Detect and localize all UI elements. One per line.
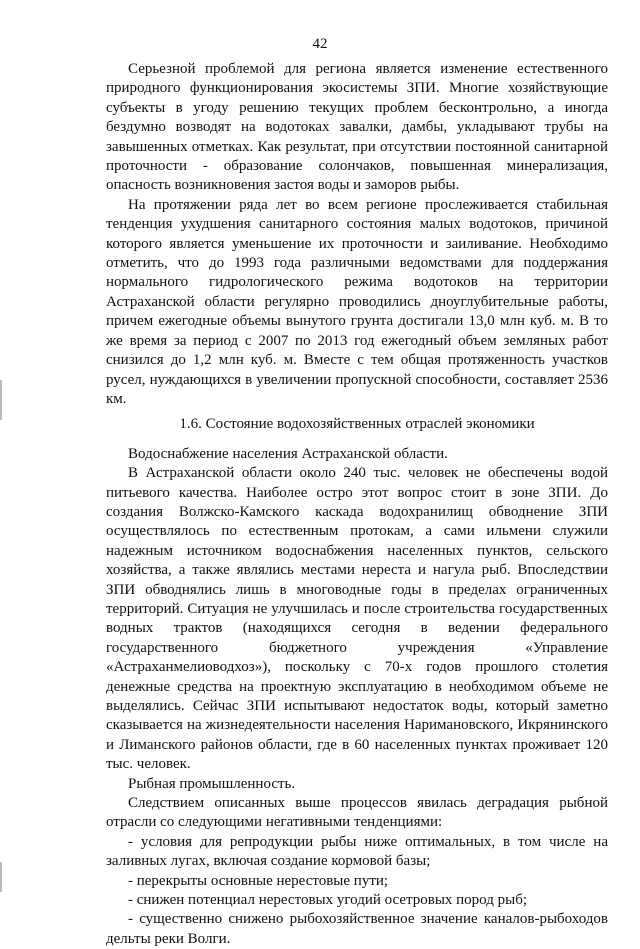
paragraph-watercourse-degradation: На протяжении ряда лет во всем регионе прослеживается стабильная тенденция ухудшения санитарного состояния малых водотоков, причиной которого является уменьшение их проточности и заиливание. Необходимо отметить, что до 1993 года различными ведомствами для поддержания нормального гидрологического режима водотоков на территории Астраханской области регулярно проводились дноуглубительные работы, причем ежегодные объемы вынутого грунта достигали 13,0 млн куб. м. В то же время за период с 2007 по 2013 год ежегодный объем земляных работ снизился до 1,2 млн куб. м. Вместе с тем общая протяженность участков русел, нуждающихся в увеличении пропускной способности, составляет 2536 км. (106, 196, 608, 407)
paragraph-fishing-degradation: Следствием описанных выше процессов явилась деградация рыбной отрасли со следующими негативными тенденциями: (106, 795, 608, 831)
list-item-spawning-paths: - перекрыты основные нерестовые пути; (128, 872, 389, 889)
list-item-reproduction: - условия для репродукции рыбы ниже оптимальных, в том числе на заливных лугах, включая создание кормовой базы; (106, 833, 608, 870)
list-item-fish-passes: - существенно снижено рыбохозяйственное значение каналов-рыбоходов дельты реки Волги. (106, 911, 608, 947)
paragraph-water-supply: В Астраханской области около 240 тыс. человек не обеспечены водой питьевого качества. Наиболее остро этот вопрос стоит в зоне ЗПИ. До создания Волжско-Камского каскада водохранилищ обводнение ЗПИ осуществлялось по естественным протокам, а сами ильмени служили надежным источником водоснабжения населенных пунктов, сельского хозяйства, а также являлись местами нереста и нагула рыб. Впоследствии ЗПИ обводнялись лишь в многоводные годы в пределах ограниченных территорий. Ситуация не улучшилась и после строительства государственных водных трактов (находящихся сегодня в ведении федерального государственного бюджетного учреждения «Управление «Астраханмелиоводхоз»), поскольку с 70-х годов прошлого столетия денежные средства на проектную эксплуатацию в необходимом объеме не выделялись. Сейчас ЗПИ испытывают недостаток воды, который заметно сказывается на жизнедеятельности населения Наримановского, Икрянинского и Лиманского районов области, где в 60 населенных пунктах проживает 120 тыс. человек. (106, 465, 608, 773)
page-number: 42 (312, 36, 328, 52)
section-heading: 1.6. Состояние водохозяйственных отраслей экономики (179, 416, 535, 433)
document-body (106, 60, 608, 949)
paragraph-ecosystem-problem: Серьезной проблемой для региона является изменение естественного природного функционирования экосистемы ЗПИ. Многие хозяйствующие субъекты в угоду решению текущих проблем бесконтрольно, а иногда бездумно возводят на водотоках завалки, дамбы, укладывают трубы на завышенных отметках. Как результат, при отсутствии постоянной санитарной проточности - образование солончаков, повышенная минерализация, опасность возникновения застоя воды и заморов рыбы. (106, 61, 608, 194)
scan-edge-mark (0, 862, 2, 892)
list-item-sturgeon-grounds: - снижен потенциал нерестовых угодий осетровых пород рыб; (128, 892, 528, 909)
scan-edge-mark (0, 380, 2, 420)
paragraph-water-supply-title: Водоснабжение населения Астраханской области. (128, 445, 448, 462)
paragraph-fishing-title: Рыбная промышленность. (128, 775, 296, 792)
